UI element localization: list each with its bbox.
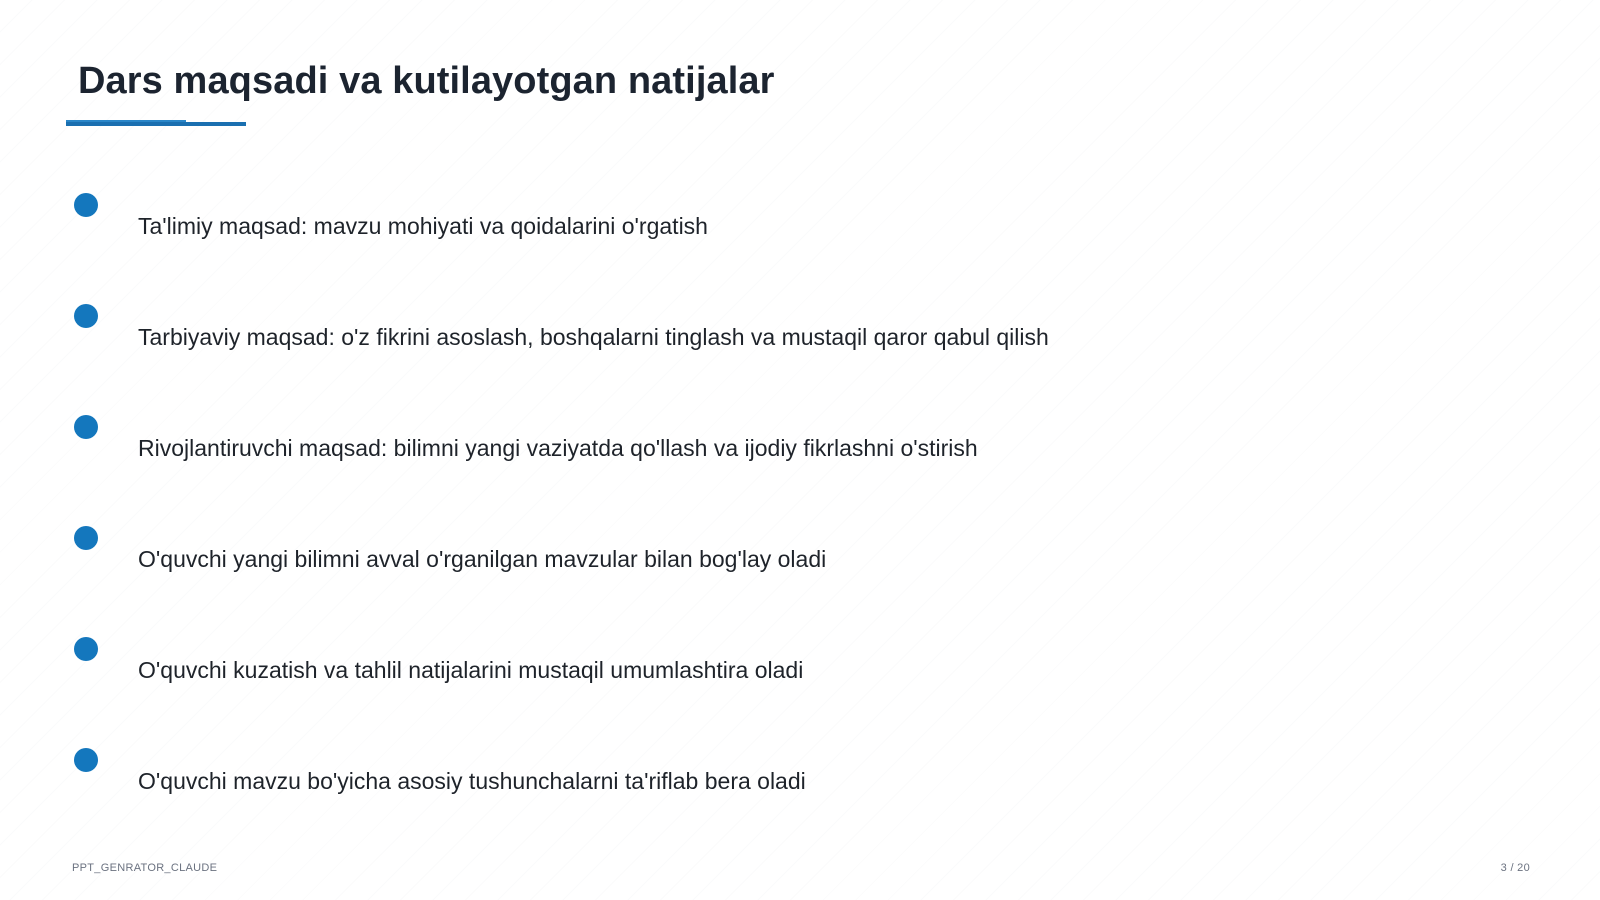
slide-title: Dars maqsadi va kutilayotgan natijalar — [78, 60, 775, 102]
list-item-text: Tarbiyaviy maqsad: o'z fikrini asoslash, boshqalarni tinglash va mustaqil qaror qabul qilish — [138, 324, 1049, 350]
bullet-dot-icon — [74, 415, 98, 439]
list-item — [0, 526, 1600, 586]
bullet-dot-icon — [74, 304, 98, 328]
list-item — [0, 304, 1600, 364]
bullet-dot-icon — [74, 526, 98, 550]
list-item — [0, 415, 1600, 475]
list-item-text: O'quvchi yangi bilimni avval o'rganilgan mavzular bilan bog'lay oladi — [138, 546, 827, 572]
bullet-dot-icon — [74, 637, 98, 661]
list-item — [0, 637, 1600, 697]
footer-brand: PPT_GENRATOR_CLAUDE — [72, 862, 218, 874]
list-item-text: O'quvchi mavzu bo'yicha asosiy tushunchalarni ta'riflab bera oladi — [138, 768, 806, 794]
bullet-dot-icon — [74, 748, 98, 772]
bullet-dot-icon — [74, 193, 98, 217]
list-item-text: Rivojlantiruvchi maqsad: bilimni yangi vaziyatda qo'llash va ijodiy fikrlashni o'stirish — [138, 435, 978, 461]
list-item-text: Ta'limiy maqsad: mavzu mohiyati va qoidalarini o'rgatish — [138, 213, 708, 239]
page-indicator: 3 / 20 — [1500, 862, 1530, 874]
list-item — [0, 193, 1600, 253]
list-item-text: O'quvchi kuzatish va tahlil natijalarini mustaqil umumlashtira oladi — [138, 657, 804, 683]
list-item — [0, 748, 1600, 808]
